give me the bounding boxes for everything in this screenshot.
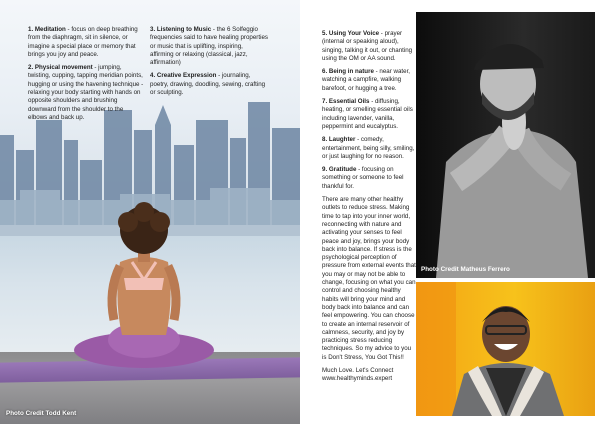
website-link[interactable]: www.healthyminds.expert [322, 375, 393, 383]
list-item-creative-expression: 4. Creative Expression - journaling, poetry, drawing, doodling, sewing, crafting or sculpting. [150, 72, 266, 97]
text-column-left [28, 26, 144, 127]
praying-man-image [416, 12, 595, 278]
text-column-right [322, 30, 416, 384]
right-page [300, 0, 600, 424]
list-item-listening-to-music: 3. Listening to Music - the 6 Solfeggio frequencies said to have healing properties or music that is uplifting, inspiring, affirming or relaxing (classical, jazz, affirmation) [150, 26, 268, 67]
photo-credit-matheus-ferrero: Photo Credit Matheus Ferrero [421, 266, 510, 273]
list-item-essential-oils: 7. Essential Oils - diffusing, heating, or smelling essential oils including lavender, vanilla, peppermint and eucalyptus. [322, 98, 413, 130]
text-column-middle [150, 26, 268, 102]
signoff: Much Love. Let's Connect [322, 366, 394, 374]
closing-paragraph: There are many other healthy outlets to reduce stress. Making time to tap into your inner world, reconnecting with nature and activating your senses to feel peace and joy, brings your body back into balance. If stress is the psychological perception of pressure from external events that you may or may not be able to change, focusing on what you can control and choosing healthy habits will bring your mind and body back into balance and can feel empowering. You can choose to create an internal reservoir of calmness, security, and joy by practicing stress reducing techniques. So my advice to you is Don't Stress, You Got This!! [322, 196, 416, 361]
list-item-physical-movement: 2. Physical movement - jumping, twisting, cupping, tapping meridian points, hugging or using the havening technique - relaxing your body starting with hands on opposite shoulders and brushing downward from the shoulder to the elbows and back up. [28, 64, 144, 121]
praying-man-photo [416, 12, 595, 278]
list-item-laughter: 8. Laughter - comedy, entertainment, being silly, smiling, or just laughing for no reason. [322, 136, 415, 160]
photo-credit-todd-kent: Photo Credit Todd Kent [6, 410, 77, 417]
list-item-using-your-voice: 5. Using Your Voice - prayer (internal or speaking aloud), singing, talking it out, or chanting using the OM or AA sound. [322, 30, 413, 62]
yoga-woman-image [62, 200, 222, 380]
laughing-man-photo [416, 282, 595, 416]
list-item-gratitude: 9. Gratitude - focusing on something or someone to feel thankful for. [322, 166, 404, 190]
list-item-being-in-nature: 6. Being in nature - near water, watching a campfire, walking barefoot, or hugging a tree. [322, 68, 411, 92]
laughing-man-image [416, 282, 595, 416]
list-item-meditation: 1. Meditation - focus on deep breathing from the diaphragm, sit in silence, or imagine a special place or memory that brings you joy and peace. [28, 26, 138, 58]
